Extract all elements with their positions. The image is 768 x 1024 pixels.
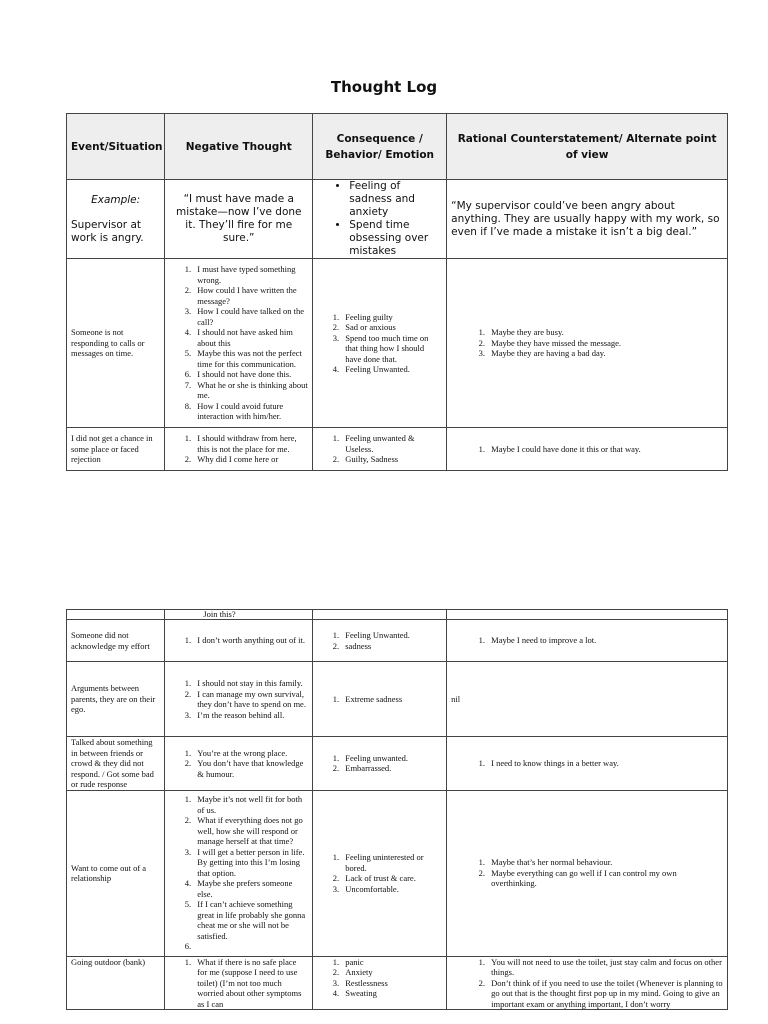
example-situation: Supervisor at work is angry. <box>71 218 144 244</box>
thought-log-table-page-2 <box>66 609 728 1010</box>
list-item: 7. What he or she is thinking about me. <box>193 380 308 401</box>
header-row <box>67 114 728 180</box>
example-consequence-item: • Feeling of sadness and anxiety <box>349 180 442 219</box>
list-item: 1. Maybe they are busy. <box>487 327 723 338</box>
list-item: 1. I don’t worth anything out of it. <box>193 635 308 646</box>
list-item: 1. I should not stay in this family. <box>193 678 308 689</box>
list-item: 1. What if there is no safe place for me (suppose I need to use toilet) (I’m not too much worried about other symptoms as I can <box>193 957 308 1010</box>
situation-cell: I did not get a chance in some place or faced rejection <box>67 428 165 471</box>
list-item: 2. Guilty, Sadness <box>341 454 442 465</box>
list-item: 1. You’re at the wrong place. <box>193 748 308 759</box>
thought-cell <box>165 790 313 956</box>
thought-cell <box>165 428 313 471</box>
list-item: 3. I’m the reason behind all. <box>193 710 308 721</box>
page-1-rows <box>67 259 728 471</box>
table-row <box>67 428 728 471</box>
list-item: 2. I can manage my own survival, they don’t have to spend on me. <box>193 689 308 710</box>
rational-cell <box>447 737 728 791</box>
list-item: 2. Anxiety <box>341 967 442 978</box>
example-consequence-list <box>317 180 442 258</box>
thought-cell <box>165 259 313 428</box>
list-item: 2. How could I have written the message? <box>193 285 308 306</box>
list-item: 2. Embarrassed. <box>341 763 442 774</box>
list-item: 4. I should not have asked him about this <box>193 327 308 348</box>
list-item: 1. Maybe I could have done it this or that way. <box>487 444 723 455</box>
continuation-text: Join this? <box>165 610 313 620</box>
list-item: 4. Sweating <box>341 988 442 999</box>
list-item: 2. Don’t think of if you need to use the toilet (Whenever is planning to go out that is the thought first pop up in my mind. Going to give an important exam or anything important, I don’t worry <box>487 978 723 1010</box>
rational-cell <box>447 620 728 662</box>
rational-cell <box>447 790 728 956</box>
list-item: 1. Extreme sadness <box>341 694 442 705</box>
list-item: 1. Feeling unwanted. <box>341 753 442 764</box>
thought-cell <box>165 737 313 791</box>
list-item: 8. How I could avoid future interaction with him/her. <box>193 401 308 422</box>
list-item: 3. Uncomfortable. <box>341 884 442 895</box>
example-situation-cell <box>67 180 165 259</box>
consequence-cell <box>313 737 447 791</box>
consequence-cell <box>313 428 447 471</box>
page-2-rows <box>67 620 728 1010</box>
list-item: 3. Maybe they are having a bad day. <box>487 348 723 359</box>
example-consequence-item: • Spend time obsessing over mistakes <box>349 219 442 258</box>
list-item: 3. How I could have talked on the call? <box>193 306 308 327</box>
rational-cell <box>447 428 728 471</box>
list-item: 5. Maybe this was not the perfect time for this communication. <box>193 348 308 369</box>
consequence-cell <box>313 956 447 1010</box>
header-consequence: Consequence / Behavior/ Emotion <box>313 114 447 180</box>
list-item: 2. Maybe they have missed the message. <box>487 338 723 349</box>
situation-cell: Talked about something in between friends or crowd & they did not respond. / Got some bad or rude response <box>67 737 165 791</box>
list-item: 1. Feeling Unwanted. <box>341 630 442 641</box>
list-item: 2. sadness <box>341 641 442 652</box>
example-thought: “I must have made a mistake—now I’ve done it. They’ll fire for me sure.” <box>165 180 313 259</box>
table-row <box>67 620 728 662</box>
situation-cell: Someone did not acknowledge my effort <box>67 620 165 662</box>
table-row <box>67 662 728 737</box>
list-item: 1. Feeling guilty <box>341 312 442 323</box>
list-item: 1. Maybe I need to improve a lot. <box>487 635 723 646</box>
list-item: 1. Maybe it’s not well fit for both of us. <box>193 794 308 815</box>
list-item: 4. Maybe she prefers someone else. <box>193 878 308 899</box>
list-item: 3. Spend too much time on that thing how I should have done that. <box>341 333 442 365</box>
rational-cell: nil <box>447 662 728 737</box>
table-row <box>67 790 728 956</box>
example-row <box>67 180 728 259</box>
list-item: 2. You don’t have that knowledge & humour. <box>193 758 308 779</box>
list-item: 2. Sad or anxious <box>341 322 442 333</box>
list-item: 2. Why did I come here or <box>193 454 308 465</box>
situation-cell: Someone is not responding to calls or messages on time. <box>67 259 165 428</box>
consequence-cell <box>313 662 447 737</box>
list-item: 5. If I can’t achieve something great in life probably she gonna cheat me or she will not be satisfied. <box>193 899 308 941</box>
list-item: 1. I must have typed something wrong. <box>193 264 308 285</box>
list-item: 2. Lack of trust & care. <box>341 873 442 884</box>
list-item: 3. Restlessness <box>341 978 442 989</box>
list-item: 1. Maybe that’s her normal behaviour. <box>487 857 723 868</box>
situation-cell: Going outdoor (bank) <box>67 956 165 1010</box>
consequence-cell <box>313 790 447 956</box>
thought-cell <box>165 620 313 662</box>
rational-cell <box>447 259 728 428</box>
example-label: Example: <box>91 193 141 206</box>
list-item: 2. What if everything does not go well, how she will respond or manage herself at that time? <box>193 815 308 847</box>
table-row <box>67 737 728 791</box>
list-item: 1. Feeling uninterested or bored. <box>341 852 442 873</box>
header-event-situation: Event/Situation <box>67 114 165 180</box>
list-item: 1. I need to know things in a better way. <box>487 758 723 769</box>
list-item <box>193 941 308 952</box>
thought-cell <box>165 956 313 1010</box>
continuation-row <box>67 610 728 620</box>
table-row <box>67 259 728 428</box>
rational-cell <box>447 956 728 1010</box>
thought-cell <box>165 662 313 737</box>
header-negative-thought: Negative Thought <box>165 114 313 180</box>
header-rational: Rational Counterstatement/ Alternate point of view <box>447 114 728 180</box>
consequence-cell <box>313 259 447 428</box>
list-item: 1. Feeling unwanted & Useless. <box>341 433 442 454</box>
situation-cell: Arguments between parents, they are on their ego. <box>67 662 165 737</box>
situation-cell: Want to come out of a relationship <box>67 790 165 956</box>
list-item: 2. Maybe everything can go well if I can control my own overthinking. <box>487 868 723 889</box>
thought-log-table-page-1 <box>66 113 728 471</box>
list-item: 6. I should not have done this. <box>193 369 308 380</box>
example-rational: “My supervisor could’ve been angry about anything. They are usually happy with my work, so even if I’ve made a mistake it isn’t a big deal.” <box>447 180 728 259</box>
list-item: 3. I will get a better person in life. By getting into this I’m losing that option. <box>193 847 308 879</box>
list-item: 1. You will not need to use the toilet, just stay calm and focus on other things. <box>487 957 723 978</box>
consequence-cell <box>313 620 447 662</box>
page-title: Thought Log <box>330 78 438 96</box>
list-item: 1. I should withdraw from here, this is not the place for me. <box>193 433 308 454</box>
example-consequences-cell <box>313 180 447 259</box>
list-item: 4. Feeling Unwanted. <box>341 364 442 375</box>
list-item: 1. panic <box>341 957 442 968</box>
table-row <box>67 956 728 1010</box>
